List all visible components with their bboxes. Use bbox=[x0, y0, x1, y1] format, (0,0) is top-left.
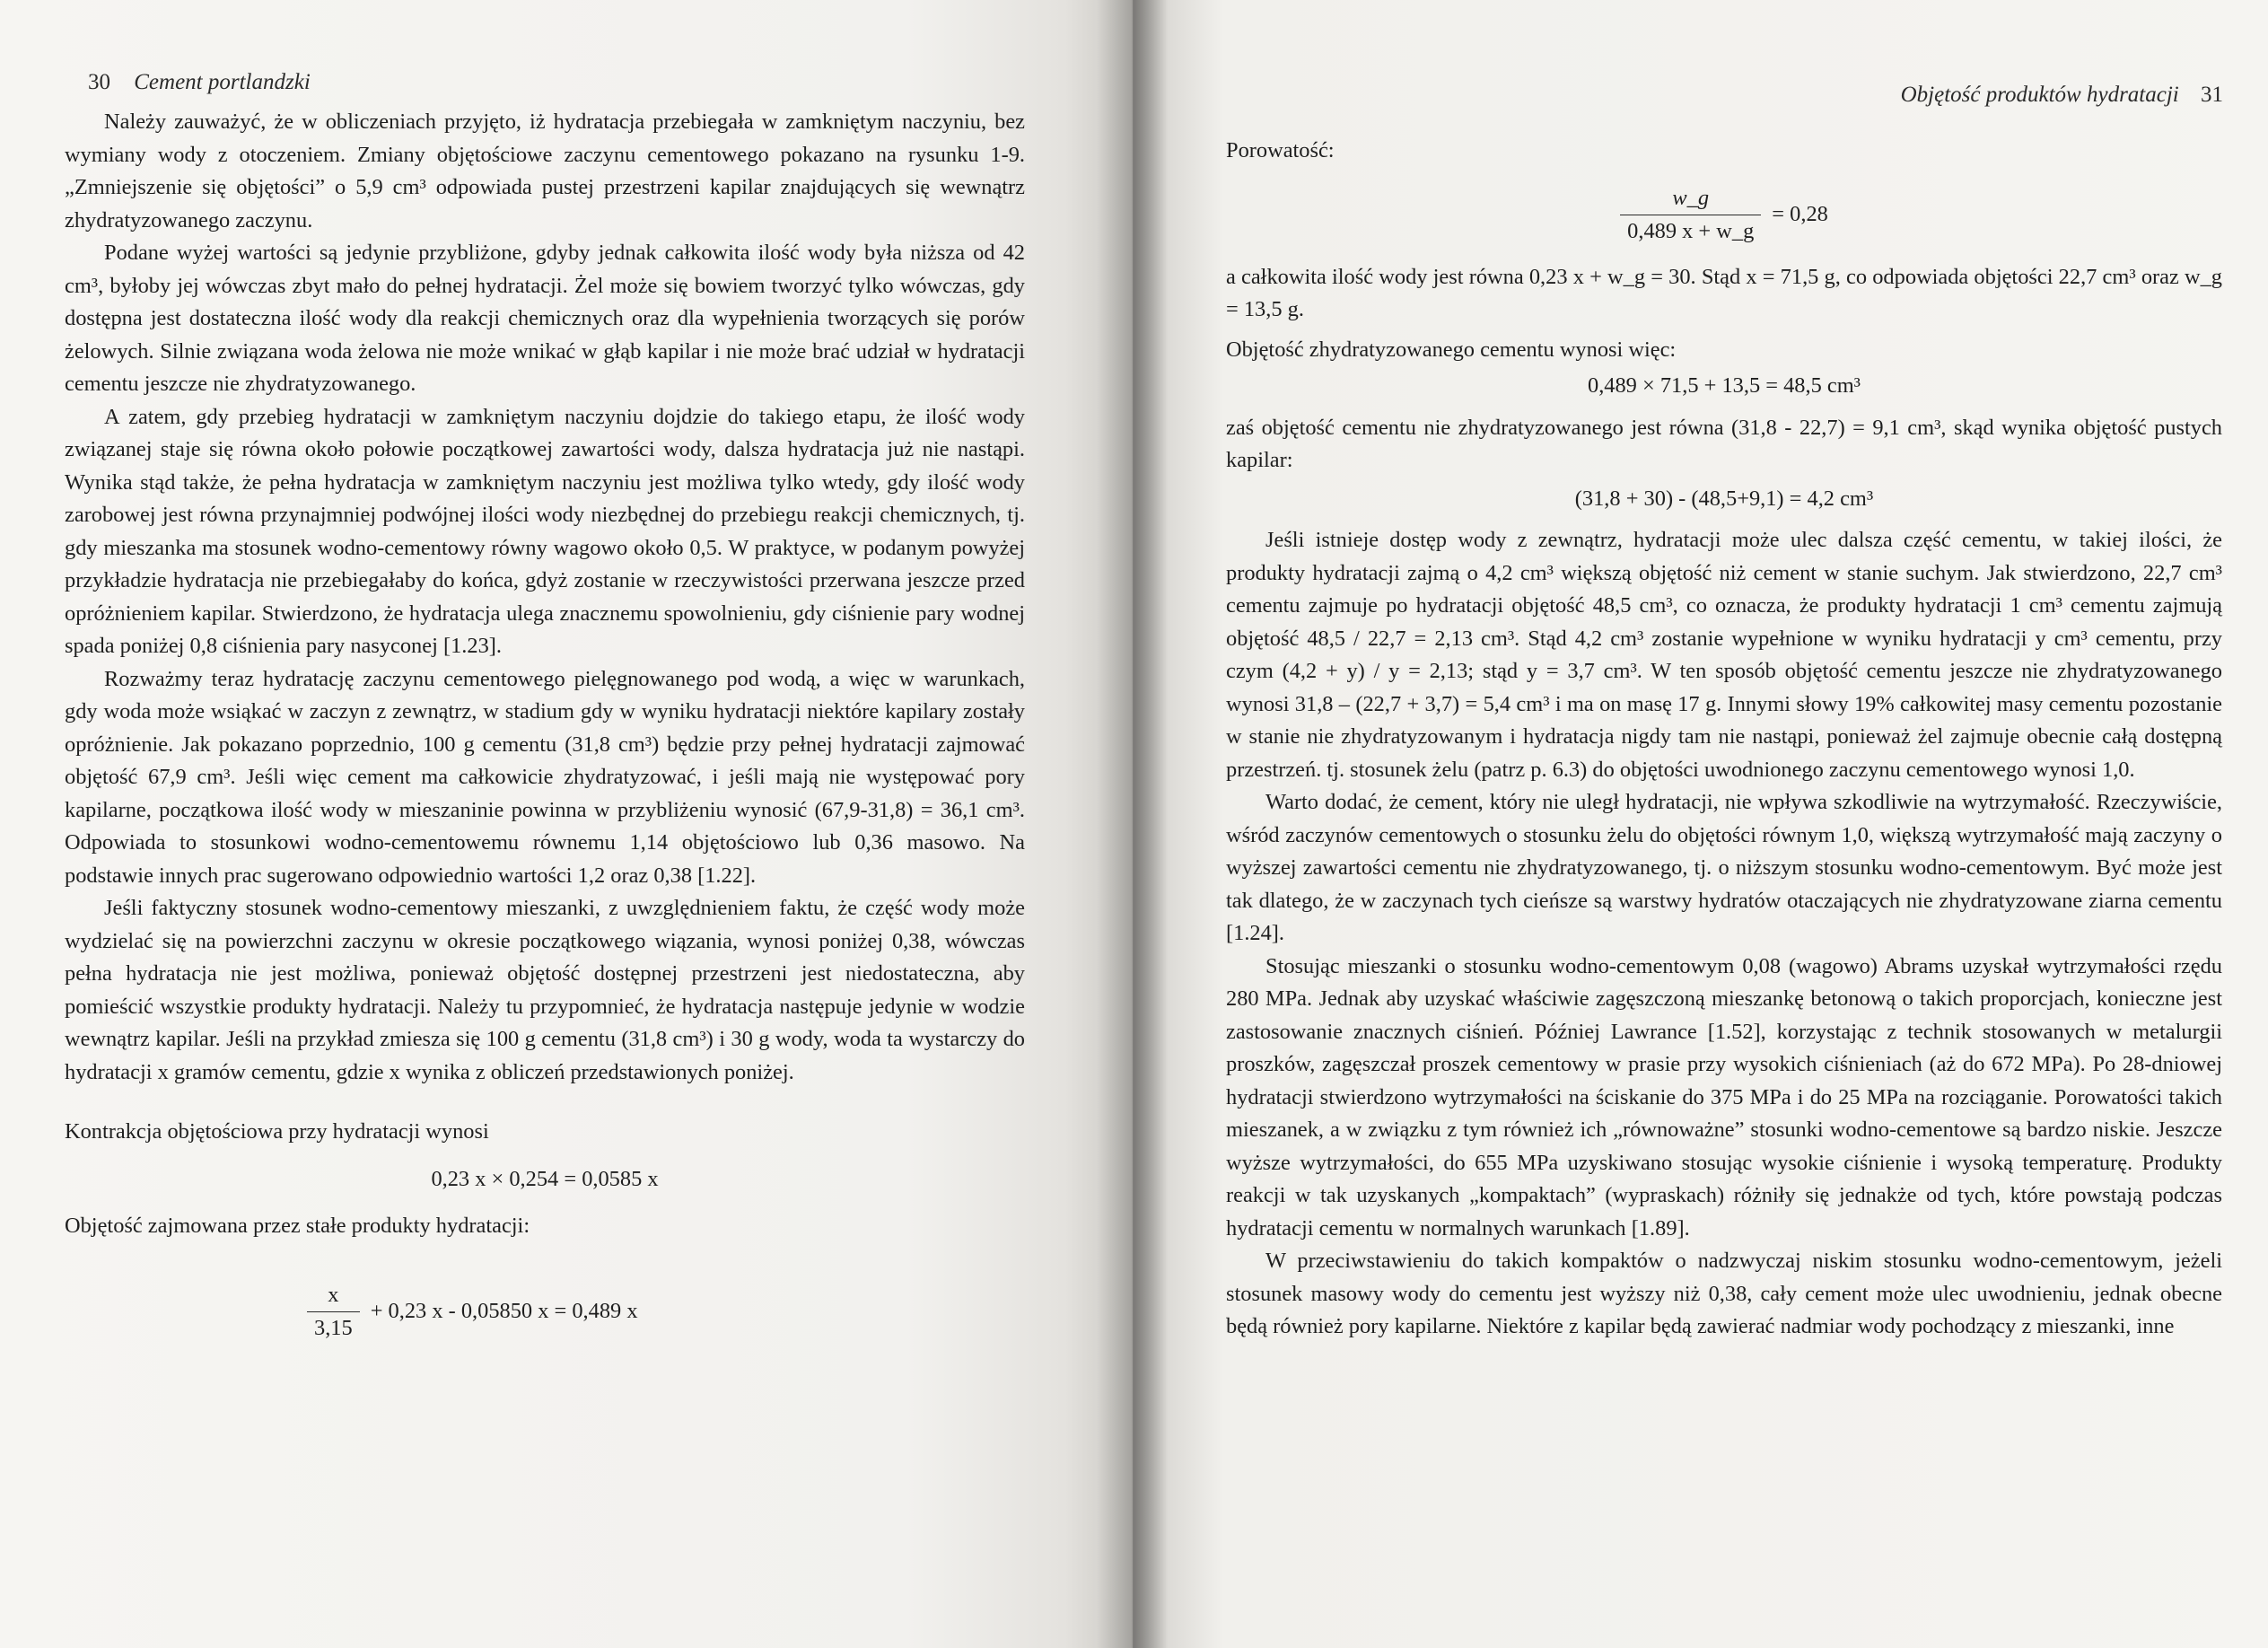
paragraph: W przeciwstawieniu do takich kompaktów o nadzwyczaj niskim stosunku wodno-cementowym, jeżeli stosunek masowy wody do cementu jest wyższy niż 0,38, cały cement może ulec uwodnieniu, jednak obecne będą również pory kapilarne. Niektóre z kapilar będą zawierać nadmiar wody pochodzący z mieszanki, inne bbox=[1226, 1249, 2222, 1338]
left-page-number: 30 bbox=[88, 70, 110, 94]
paragraph: Rozważmy teraz hydratację zaczynu cementowego pielęgnowanego pod wodą, a więc w warunkach, gdy woda może wsiąkać w zaczyn z zewnątrz, w stadium gdy w wyniku hydratacji niektóre kapilary zostały opróżnienie. Jak pokazano poprzednio, 100 g cementu (31,8 cm³) będzie przy pełnej hydratacji zajmować objętość 67,9 cm³. Jeśli więc cement ma całkowicie zhydratyzować, i jeśli mają nie występować pory kapilarne, początkowa ilość wody w mieszaninie powinna w przybliżeniu wynosić (67,9-31,8) = 36,1 cm³. Odpowiada to stosunkowi wodno-cementowemu równemu 1,14 objętościowo lub 0,36 masowo. Na podstawie innych prac sugerowano odpowiednio wartości 1,2 oraz 0,38 [1.22]. bbox=[65, 666, 1025, 888]
paragraph: Warto dodać, że cement, który nie uległ hydratacji, nie wpływa szkodliwie na wytrzymałość. Rzeczywiście, wśród zaczynów cementowych o stosunku żelu do objętości równym 1,0, większą wytrzymałość mają zaczyny o wyższej zawartości cementu nie zhydratyzowanego, tj. o niższym stosunku wodno-cementowym. Być może jest tak dlatego, że w zaczynach tych cieńsze są warstwy hydratów otaczających nie zhydratyzowane ziarna cementu [1.24]. bbox=[1226, 790, 2222, 945]
solid-products-label: Objętość zajmowana przez stałe produkty hydratacji: bbox=[65, 1214, 530, 1238]
porosity-label: Porowatość: bbox=[1226, 138, 1335, 162]
paragraph: Stosując mieszanki o stosunku wodno-cementowym 0,08 (wagowo) Abrams uzyskał wytrzymałości rzędu 280 MPa. Jednak aby uzyskać właściwie zagęszczoną mieszankę betonową o takich proporcjach, konieczne jest zastosowanie znacznych ciśnień. Później Lawrance [1.52], korzystając z technik stosowanych w metalurgii proszków, zagęszczał proszek cementowy w prasie przy wysokich ciśnieniach (aż do 672 MPa). Po 28-dniowej hydratacji stwierdzono wytrzymałości na ściskanie do 375 MPa i do 25 MPa na rozciąganie. Porowatości takich mieszanek, a w związku z tym również ich „równoważne” stosunki wodno-cementowe są bardzo niskie. Jeszcze wyższe wytrzymałości, do 655 MPa uzyskiwano stosując wysokie ciśnienie i wysoką temperaturę. Produkty reakcji w tak uzyskanych „kompaktach” (wypraskach) różniły się jednakże od tych, które powstają podczas hydratacji cementu w normalnych warunkach [1.89]. bbox=[1226, 953, 2222, 1240]
fraction bbox=[1620, 182, 1761, 249]
right-running-head bbox=[1901, 83, 2223, 108]
volume-equation: 0,489 × 71,5 + 13,5 = 48,5 cm³ bbox=[1588, 373, 1861, 398]
fraction bbox=[307, 1279, 360, 1346]
volume-label: Objętość zhydratyzowanego cementu wynosi więc: bbox=[1226, 337, 1677, 362]
right-page bbox=[1133, 0, 2268, 1648]
contraction-label: Kontrakcja objętościowa przy hydratacji wynosi bbox=[65, 1119, 489, 1144]
left-running-head bbox=[88, 70, 311, 95]
paragraph: Jeśli istnieje dostęp wody z zewnątrz, hydratacji może ulec dalsza część cementu, w takiej ilości, że produkty hydratacji zajmą o 4,2 cm³ większą objętość niż cement w stanie suchym. Jak stwierdzono, 22,7 cm³ cementu zajmuje po hydratacji objętość 48,5 cm³, co oznacza, że produkty hydratacji 1 cm³ cementu zajmują objętość 48,5 / 22,7 = 2,13 cm³. Stąd 4,2 cm³ zostanie wypełnione w wyniku hydratacji y cm³ cementu, przy czym (4,2 + y) / y = 2,13; stąd y = 3,7 cm³. W ten sposób objętość cementu jeszcze nie zhydratyzowanego wynosi 31,8 – (22,7 + 3,7) = 5,4 cm³ i ma on masę 17 g. Innymi słowy 19% całkowitej masy cementu pozostanie w stanie nie zhydratyzowanym i hydratacja nigdy tam nie nastąpi, ponieważ żel zajmuje obecnie całą dostępną przestrzeń. tj. stosunek żelu (patrz p. 6.3) do objętości uwodnionego zaczynu cementowego wynosi 1,0. bbox=[1226, 528, 2222, 782]
contraction-equation: 0,23 x × 0,254 = 0,0585 x bbox=[431, 1166, 659, 1191]
fraction-denominator: 0,489 x + w_g bbox=[1627, 219, 1755, 243]
left-text-block bbox=[65, 106, 1025, 1346]
equation-rest: + 0,23 x - 0,05850 x = 0,489 x bbox=[370, 1299, 638, 1324]
right-text-block bbox=[1226, 135, 2222, 1344]
fraction-numerator: w_g bbox=[1620, 182, 1761, 216]
right-running-title: Objętość produktów hydratacji bbox=[1900, 83, 2179, 107]
paragraph: Jeśli faktyczny stosunek wodno-cementowy mieszanki, z uwzględnieniem faktu, że część wody może wydzielać się na powierzchni zaczynu w okresie początkowego wiązania, wynosi poniżej 0,38, wówczas pełna hydratacja nie jest możliwa, ponieważ objętość dostępnej przestrzeni jest niedostateczna, aby pomieścić wszystkie produkty hydratacji. Należy tu przypomnieć, że hydratacja następuje jedynie w wodzie wewnątrz kapilar. Jeśli na przykład zmiesza się 100 g cementu (31,8 cm³) i 30 g wody, woda ta wystarczy do hydratacji x gramów cementu, gdzie x wynika z obliczeń przedstawionych poniżej. bbox=[65, 896, 1025, 1084]
equation-result: = 0,28 bbox=[1772, 202, 1828, 227]
fraction-numerator: x bbox=[307, 1279, 360, 1313]
capillary-equation: (31,8 + 30) - (48,5+9,1) = 4,2 cm³ bbox=[1574, 486, 1874, 511]
paragraph: A zatem, gdy przebieg hydratacji w zamkniętym naczyniu dojdzie do takiego etapu, że ilość wody związanej staje się równa około połowie początkowej zawartości wody, dalsza hydratacja już nie nastąpi. Wynika stąd także, że pełna hydratacja w zamkniętym naczyniu jest możliwa tylko wtedy, gdy ilość wody zarobowej jest równa przynajmniej podwójnej ilości wody niezbędnej do przebiegu reakcji chemicznych, tj. gdy mieszanka ma stosunek wodno-cementowy równy wagowo około 0,5. W praktyce, w podanym powyżej przykładzie hydratacja nie przebiegałaby do końca, gdyż zostanie w rzeczywistości przerwana jeszcze przed opróżnieniem kapilar. Stwierdzono, że hydratacja ulega znacznemu spowolnieniu, gdy ciśnienie pary wodnej spada poniżej 0,8 ciśnienia pary nasyconej [1.23]. bbox=[65, 404, 1025, 658]
left-page bbox=[0, 0, 1133, 1648]
paragraph: Podane wyżej wartości są jedynie przybliżone, gdyby jednak całkowita ilość wody była niższa od 42 cm³, byłoby jej wówczas zbyt mało do pełnej hydratacji. Żel może się bowiem tworzyć tylko wówczas, gdy dostępna jest dostateczna ilość wody dla reakcji chemicznych oraz dla wypełnienia tworzących się porów żelowych. Silnie związana woda żelowa nie może wnikać w głąb kapilar i nie może brać udział w hydratacji cementu jeszcze nie zhydratyzowanego. bbox=[65, 241, 1025, 396]
right-page-number: 31 bbox=[2201, 83, 2223, 107]
paragraph: Należy zauważyć, że w obliczeniach przyjęto, iż hydratacja przebiegała w zamkniętym naczyniu, bez wymiany wody z otoczeniem. Zmiany objętościowe zaczynu cementowego pokazano na rysunku 1-9. „Zmniejszenie się objętości” o 5,9 cm³ odpowiada pustej przestrzeni kapilar znajdujących się wewnątrz zhydratyzowanego zaczynu. bbox=[65, 110, 1025, 232]
paragraph: a całkowita ilość wody jest równa 0,23 x + w_g = 30. Stąd x = 71,5 g, co odpowiada objętości 22,7 cm³ oraz w_g = 13,5 g. bbox=[1226, 264, 2222, 321]
solid-products-equation bbox=[307, 1279, 1025, 1346]
fraction-denominator: 3,15 bbox=[314, 1316, 353, 1340]
porosity-equation bbox=[1226, 182, 2222, 249]
paragraph: zaś objętość cementu nie zhydratyzowanego jest równa (31,8 - 22,7) = 9,1 cm³, skąd wynika objętość pustych kapilar: bbox=[1226, 415, 2222, 472]
left-running-title: Cement portlandzki bbox=[134, 70, 311, 94]
